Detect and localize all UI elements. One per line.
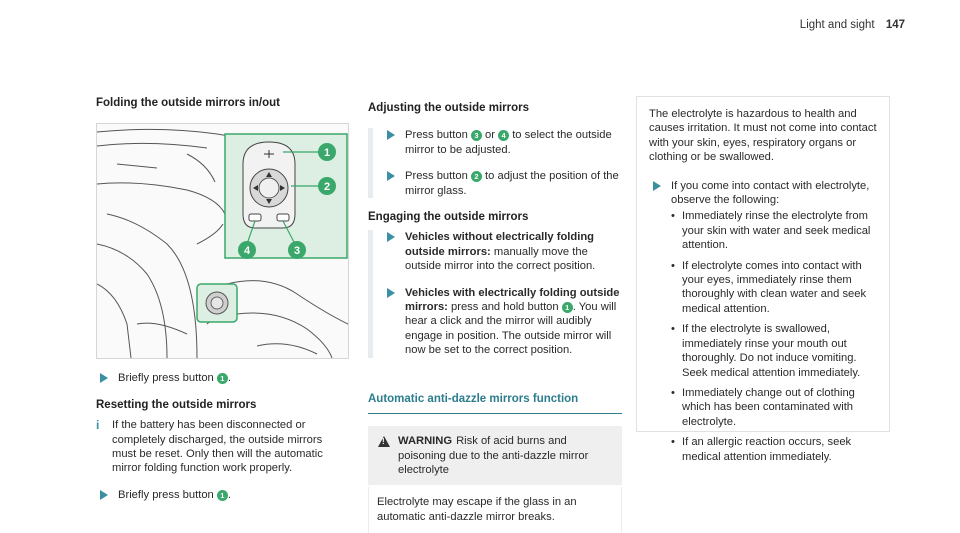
callout-4 (238, 241, 256, 259)
warning-body: Electrolyte may escape if the glass in an automatic anti-dazzle mirror breaks. (368, 487, 622, 533)
button-number-badge: 1 (562, 302, 573, 313)
svg-text:3: 3 (293, 245, 301, 258)
warning-label: WARNING (398, 435, 453, 448)
heading-engaging: Engaging the outside mirrors (368, 211, 529, 224)
arrow-icon (387, 232, 395, 242)
heading-anti-dazzle: Automatic anti-dazzle mirrors function (368, 392, 622, 414)
svg-text:1: 1 (323, 147, 331, 160)
page-number: 147 (885, 19, 905, 31)
button-number-badge: 2 (471, 171, 482, 182)
warning-box (368, 426, 622, 533)
button-number-badge: 4 (498, 130, 509, 141)
step-reset-press-button: Briefly press button 1 . (96, 488, 349, 502)
column-folding (96, 96, 349, 514)
button-number-badge: 3 (471, 130, 482, 141)
warning-header: ! WARNING Risk of acid burns and poisoning due to the anti-dazzle mirror electrolyte (368, 426, 622, 487)
step-manual-engage: Vehicles without electrically folding outside mirrors: manually move the outside mirror into the correct position. (383, 230, 622, 273)
step-electric-engage: Vehicles with electrically folding outside mirrors: press and hold button 1 . You will hear a click and the mirror will audibly engage in position. The outside mirror will now be set to the correct position. (383, 286, 622, 358)
first-aid-list (671, 209, 879, 464)
step-fold-press-button: Briefly press button 1 . (96, 371, 349, 385)
list-item: • If the electrolyte is swallowed, immediately rinse your mouth out thoroughly. Do not induce vomiting. Seek medical attention immediately. (671, 322, 879, 380)
list-item: • If an allergic reaction occurs, seek medical attention immediately. (671, 435, 879, 464)
callout-2 (318, 177, 336, 195)
button-number-badge: 1 (217, 373, 228, 384)
column-electrolyte (636, 96, 890, 463)
page-header (800, 18, 905, 32)
arrow-icon (387, 171, 395, 181)
heading-folding: Folding the outside mirrors in/out (96, 97, 280, 109)
info-icon: i (96, 418, 100, 433)
reset-info-note: i If the battery has been disconnected or completely discharged, the outside mirrors must be reset. Only then will the automatic mirror folding function work properly. (96, 418, 323, 475)
switch-location-marker (197, 284, 237, 322)
step-adjust-glass: Press button 2 to adjust the position of the mirror glass. (383, 169, 622, 198)
door-panel-drawing (97, 124, 348, 358)
arrow-icon (653, 181, 661, 191)
engage-steps (368, 230, 622, 357)
electrolyte-intro: The electrolyte is hazardous to health and causes irritation. It must not come into contact with your skin, eyes, respiratory organs or clothing or be swallowed. (649, 108, 877, 164)
callout-3 (288, 241, 306, 259)
step-contact-electrolyte: If you come into contact with electrolyte, observe the following: • Immediately rinse the electrolyte from your skin with water and seek medical attention. • If electrolyte comes into contact with your eyes, immediately rinse them thoroughly with clean water and seek medical attention. • If the electrolyte is swallowed, immediately rinse your mouth out thoroughly. Do not induce vomiting. Seek medical attention immediately. • Immediately change out of clothing which has been contaminated with electrolyte. • If an allergic reaction occurs, seek medical attention immediately. (649, 179, 879, 464)
list-item: • Immediately rinse the electrolyte from your skin with water and seek medical attention. (671, 209, 879, 252)
heading-adjusting: Adjusting the outside mirrors (368, 102, 530, 114)
arrow-icon (100, 490, 108, 500)
mirror-switch-illustration (96, 123, 349, 359)
svg-text:2: 2 (323, 181, 331, 194)
callout-1 (318, 143, 336, 161)
section-title: Light and sight (799, 19, 875, 31)
button-number-badge: 1 (217, 490, 228, 501)
heading-resetting: Resetting the outside mirrors (96, 398, 257, 411)
svg-text:4: 4 (243, 245, 251, 258)
warning-icon (378, 436, 390, 447)
step-select-mirror: Press button 3 or 4 to select the outside mirror to be adjusted. (383, 128, 622, 157)
column-adjusting (368, 101, 622, 533)
electrolyte-warning-continued (636, 96, 890, 463)
arrow-icon (387, 130, 395, 140)
adjust-steps (368, 128, 622, 198)
arrow-icon (387, 288, 395, 298)
list-item: • Immediately change out of clothing which has been contaminated with electrolyte. (671, 386, 879, 429)
arrow-icon (100, 373, 108, 383)
list-item: • If electrolyte comes into contact with your eyes, immediately rinse them thoroughly with clean water and seek medical attention. (671, 259, 879, 317)
